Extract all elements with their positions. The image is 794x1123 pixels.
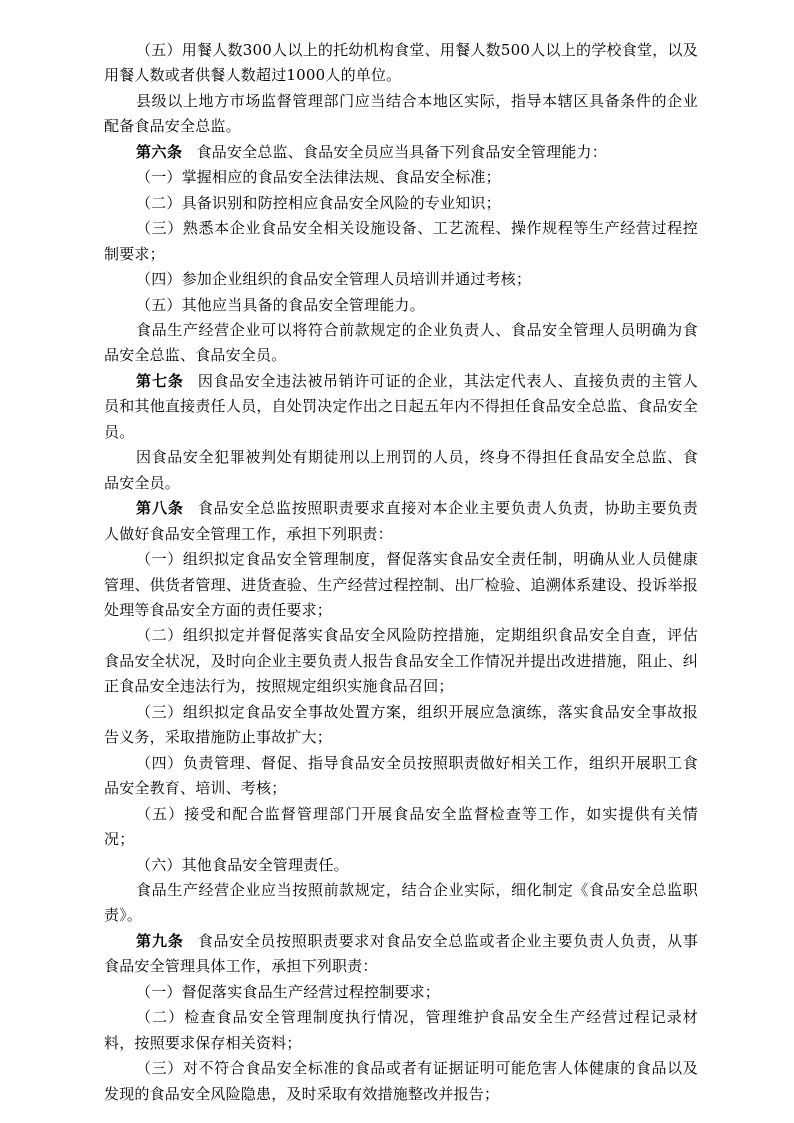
paragraph <box>104 700 698 751</box>
paragraph-text: 食品安全总监、食品安全员应当具备下列食品安全管理能力： <box>196 142 607 161</box>
paragraph <box>104 38 698 89</box>
paragraph <box>104 165 698 190</box>
document-body <box>104 38 698 1107</box>
paragraph-text: （四）负责管理、督促、指导食品安全员按照职责做好相关工作，组织开展职工食品安全教育、培训、考核； <box>104 753 698 798</box>
article-number: 第九条 <box>136 931 184 950</box>
paragraph-text: （三）组织拟定食品安全事故处置方案，组织开展应急演练，落实食品安全事故报告义务，采取措施防止事故扩大； <box>104 702 698 747</box>
paragraph-text: （五）其他应当具备的食品安全管理能力。 <box>136 295 425 314</box>
paragraph <box>104 318 698 369</box>
article-paragraph <box>104 929 698 980</box>
paragraph-text: 县级以上地方市场监督管理部门应当结合本地区实际，指导本辖区具备条件的企业配备食品安全总监。 <box>104 91 698 136</box>
article-number: 第八条 <box>136 499 184 518</box>
article-paragraph <box>104 140 698 165</box>
paragraph <box>104 445 698 496</box>
paragraph-text: 因食品安全违法被吊销许可证的企业，其法定代表人、直接负责的主管人员和其他直接责任人员，自处罚决定作出之日起五年内不得担任食品安全总监、食品安全员。 <box>104 371 698 441</box>
paragraph <box>104 980 698 1005</box>
paragraph-text: （二）具备识别和防控相应食品安全风险的专业知识； <box>136 193 501 212</box>
paragraph <box>104 751 698 802</box>
paragraph <box>104 216 698 267</box>
paragraph-text: （四）参加企业组织的食品安全管理人员培训并通过考核； <box>136 270 532 289</box>
paragraph-text: 食品安全总监按照职责要求直接对本企业主要负责人负责，协助主要负责人做好食品安全管理工作，承担下列职责： <box>104 499 698 543</box>
paragraph-text: （一）督促落实食品生产经营过程控制要求； <box>136 982 441 1001</box>
paragraph <box>104 878 698 929</box>
paragraph-text: （一）掌握相应的食品安全法律法规、食品安全标准； <box>136 168 501 187</box>
paragraph <box>104 89 698 140</box>
paragraph-text: （二）组织拟定并督促落实食品安全风险防控措施，定期组织食品安全自查，评估食品安全状况，及时向企业主要负责人报告食品安全工作情况并提出改进措施，阻止、纠正食品安全违法行为，按照规定组织实施食品召回； <box>104 626 698 696</box>
paragraph-text: （五）接受和配合监督管理部门开展食品安全监督检查等工作，如实提供有关情况； <box>104 804 698 849</box>
paragraph-text: （二）检查食品安全管理制度执行情况，管理维护食品安全生产经营过程记录材料，按照要求保存相关资料； <box>104 1008 698 1052</box>
paragraph-text: （一）组织拟定食品安全管理制度，督促落实食品安全责任制，明确从业人员健康管理、供货者管理、进货查验、生产经营过程控制、出厂检验、追溯体系建设、投诉举报处理等食品安全方面的责任要求； <box>104 550 698 619</box>
paragraph-text: （五）用餐人数300人以上的托幼机构食堂、用餐人数500人以上的学校食堂，以及用餐人数或者供餐人数超过1000人的单位。 <box>104 41 698 85</box>
paragraph-text: 食品安全员按照职责要求对食品安全总监或者企业主要负责人负责，从事食品安全管理具体工作，承担下列职责： <box>104 931 698 976</box>
paragraph-text: 食品生产经营企业应当按照前款规定，结合企业实际，细化制定《食品安全总监职责》。 <box>104 880 698 925</box>
paragraph-text: （三）熟悉本企业食品安全相关设施设备、工艺流程、操作规程等生产经营过程控制要求； <box>104 219 698 263</box>
article-number: 第七条 <box>136 371 184 390</box>
paragraph <box>104 547 698 623</box>
paragraph-text: （三）对不符合食品安全标准的食品或者有证据证明可能危害人体健康的食品以及发现的食品安全风险隐患，及时采取有效措施整改并报告； <box>104 1059 698 1103</box>
paragraph-text: 因食品安全犯罪被判处有期徒刑以上刑罚的人员，终身不得担任食品安全总监、食品安全员。 <box>104 448 698 492</box>
paragraph <box>104 267 698 292</box>
paragraph <box>104 1056 698 1107</box>
paragraph-text: （六）其他食品安全管理责任。 <box>136 855 349 874</box>
paragraph <box>104 802 698 853</box>
paragraph <box>104 1005 698 1056</box>
paragraph <box>104 293 698 318</box>
paragraph-text: 食品生产经营企业可以将符合前款规定的企业负责人、食品安全管理人员明确为食品安全总监、食品安全员。 <box>104 320 698 365</box>
article-number: 第六条 <box>136 142 183 161</box>
paragraph <box>104 191 698 216</box>
paragraph <box>104 623 698 699</box>
article-paragraph <box>104 369 698 445</box>
article-paragraph <box>104 496 698 547</box>
paragraph <box>104 853 698 878</box>
